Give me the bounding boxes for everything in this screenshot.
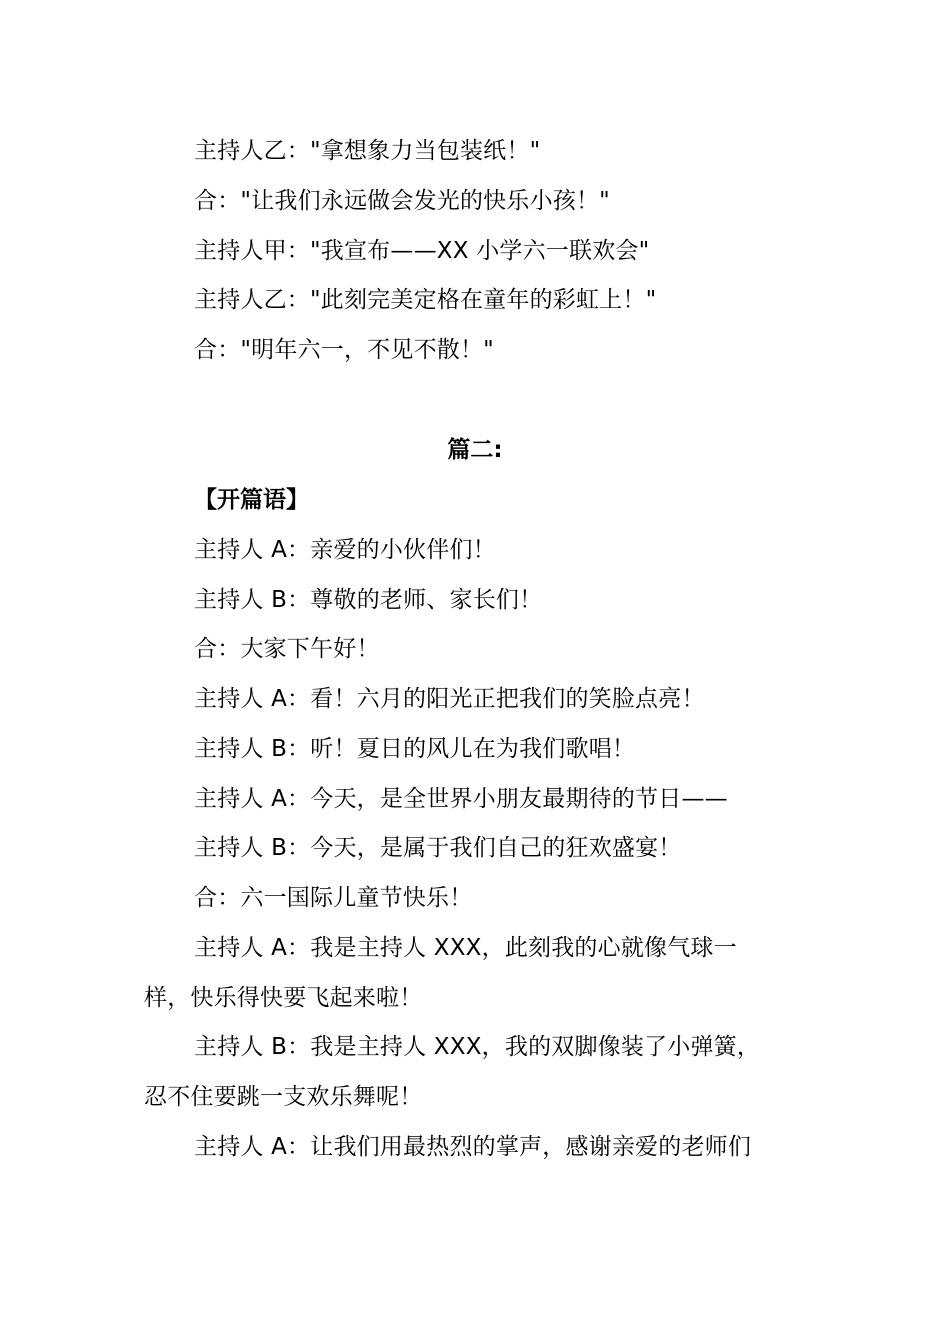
subsection-title: 【开篇语】 [194,487,309,513]
dialogue-line: 合：六一国际儿童节快乐！ [194,885,473,911]
dialogue-line-continuation: 样，快乐得快要飞起来啦！ [144,985,423,1011]
dialogue-line: 主持人甲："我宣布——XX 小学六一联欢会" [194,238,650,264]
dialogue-line: 主持人乙："拿想象力当包装纸！" [194,138,541,164]
section-title: 篇二: [447,437,503,463]
dialogue-line: 主持人 B：今天，是属于我们自己的狂欢盛宴！ [194,835,682,861]
dialogue-line: 主持人 A：今天，是全世界小朋友最期待的节日—— [194,786,728,812]
dialogue-line: 主持人 A：看！六月的阳光正把我们的笑脸点亮！ [194,686,705,712]
dialogue-line: 主持人 A：让我们用最热烈的掌声，感谢亲爱的老师们 [194,1134,752,1160]
dialogue-line: 主持人乙："此刻完美定格在童年的彩虹上！" [194,287,657,313]
dialogue-line: 主持人 B：我是主持人 XXX，我的双脚像装了小弹簧， [194,1034,761,1060]
dialogue-line: 合："让我们永远做会发光的快乐小孩！" [194,188,610,214]
dialogue-line: 合：大家下午好！ [194,636,380,662]
dialogue-line: 主持人 A：我是主持人 XXX，此刻我的心就像气球一 [194,935,737,961]
dialogue-line: 合："明年六一，不见不散！" [194,337,494,363]
dialogue-line: 主持人 B：听！夏日的风儿在为我们歌唱！ [194,736,636,762]
dialogue-line: 主持人 B：尊敬的老师、家长们！ [194,587,543,613]
dialogue-line-continuation: 忍不住要跳一支欢乐舞呢！ [144,1084,423,1110]
dialogue-line: 主持人 A：亲爱的小伙伴们！ [194,537,496,563]
